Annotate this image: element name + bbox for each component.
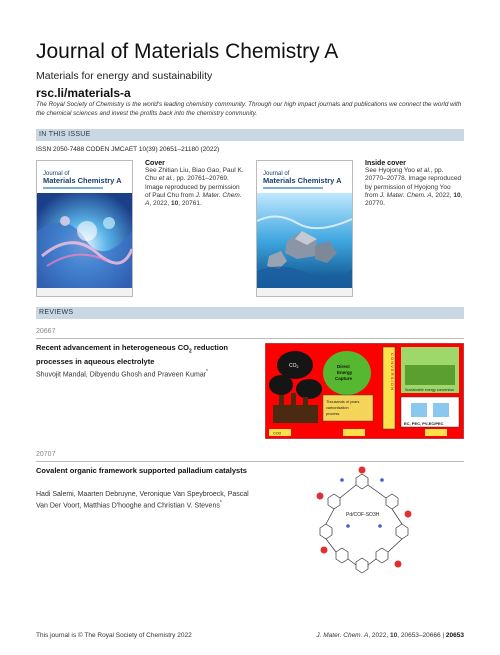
article-authors: Hadi Salemi, Maarten Debruyne, Veronique Van Speybroeck, Pascal Van Der Voort, Matthias D'hooghe and Christian V. Stevens* [36,491,249,510]
article-divider [36,461,464,462]
article-title[interactable]: Covalent organic framework supported palladium catalysts [36,466,247,475]
reviews-bar [36,307,464,319]
footer-copyright: This journal is © The Royal Society of Chemistry 2022 [36,632,192,639]
svg-text:Thousands of years: Thousands of years [326,400,360,404]
inside-cover-thumb-title-2: Materials Chemistry A [263,176,342,185]
article-graphic-co2[interactable] [265,343,464,439]
inside-cover-info [365,160,465,208]
journal-url[interactable]: rsc.li/materials-a [36,86,131,100]
svg-text:process: process [326,412,340,416]
co2-reduction-graphic [265,343,464,439]
reviews-label: REVIEWS [39,309,74,316]
cover-description: See Zhitian Liu, Biao Gao, Paul K. Chu et al., pp. 20761–20769. Image reproduced by permission of Paul Chu from J. Mater. Chem. A, 2022, 10, 20761. [145,167,244,208]
svg-text:C O N V E R S I O N: C O N V E R S I O N [390,353,395,390]
cof-label: Pd/COF-SO3H [346,512,380,518]
svg-text:Energy: Energy [337,370,353,375]
intro-text: The Royal Society of Chemistry is the world's leading chemistry community. Through our high impact journals and publications we connect the world with the chemical sciences and invest the profits back into the chemistry community. [36,101,462,117]
svg-text:CO2: CO2 [273,430,282,436]
svg-text:Capture: Capture [335,376,353,381]
svg-text:carbonisation: carbonisation [326,406,349,410]
svg-text:Sustainable energy conversion: Sustainable energy conversion [405,388,455,392]
svg-text:EC, PEC, PV-EC/PEC: EC, PEC, PV-EC/PEC [404,421,444,426]
cover-label: Cover [145,160,165,167]
article-graphic-cof[interactable] [312,466,422,574]
svg-text:Direct: Direct [337,364,350,369]
issn-line: ISSN 2050-7488 CODEN JMCAET 10(39) 20651–21180 (2022) [36,146,220,153]
cof-structure-graphic [312,466,422,574]
inside-cover-image[interactable] [256,160,353,297]
in-this-issue-label: IN THIS ISSUE [39,131,91,138]
cover-thumb-title-1: Journal of [43,171,70,177]
inside-cover-label: Inside cover [365,160,406,167]
page-number: 20653 [445,632,464,639]
inside-cover-description: See Hyojong Yoo et al., pp. 20770–20778. Image reproduced by permission of Hyojong Yoo from J. Mater. Chem. A, 2022, 10, 20770. [365,167,463,208]
footer-citation: J. Mater. Chem. A, 2022, 10, 20653–20666 | 20653 [316,632,464,639]
cover-thumb-title-2: Materials Chemistry A [43,176,122,185]
article-authors: Shuvojit Mandal, Dibyendu Ghosh and Praveen Kumar* [36,369,208,379]
article-divider [36,338,464,339]
journal-subtitle: Materials for energy and sustainability [36,70,213,82]
inside-cover-artwork [257,161,352,296]
svg-text:CO2: $CO_2$ [289,363,299,369]
article-number: 20667 [36,328,56,335]
inside-cover-thumb-title-1: Journal of [263,171,290,177]
in-this-issue-bar [36,129,464,141]
cover-info [145,160,245,208]
article-number: 20707 [36,451,56,458]
journal-title: Journal of Materials Chemistry A [36,40,339,63]
article-title[interactable]: Recent advancement in heterogeneous $CO_2$ reduction processes in aqueous electrolyte [36,343,229,366]
cover-image[interactable] [36,160,133,297]
cover-artwork [37,161,132,296]
